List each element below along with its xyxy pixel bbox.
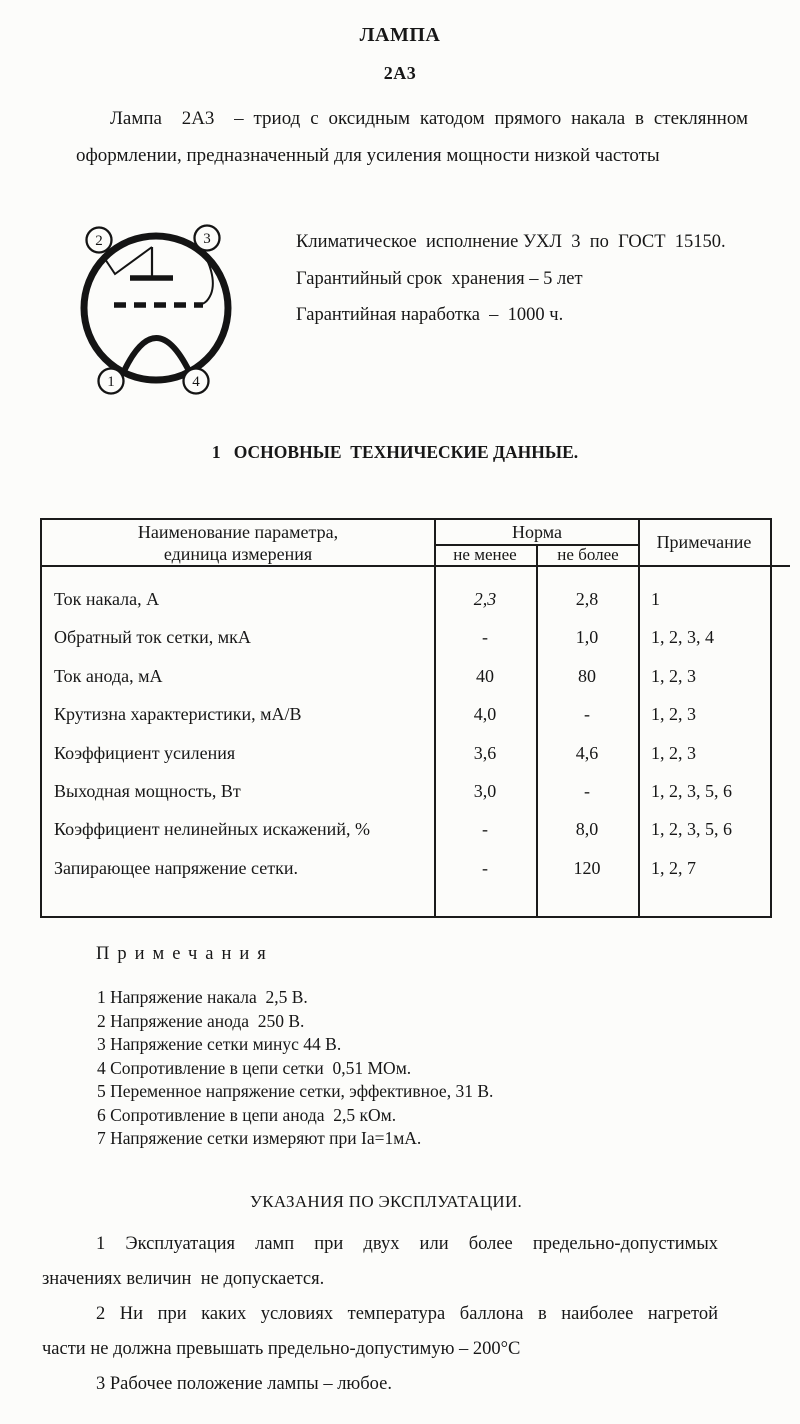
note-item: 3 Напряжение сетки минус 44 В. (97, 1034, 342, 1054)
note-item: 7 Напряжение сетки измеряют при Ia=1мА. (97, 1128, 422, 1148)
climate-warranty-block (296, 224, 786, 334)
cell-max: - (584, 780, 590, 801)
pin-label: 2 (95, 233, 103, 249)
column-header-min: не менее (453, 545, 517, 564)
table-row (42, 704, 770, 742)
spec-table-body (42, 567, 770, 916)
cell-min: 4,0 (473, 704, 497, 725)
cell-min: 2,3 (473, 589, 497, 609)
usage-line: 2 Ни при каких условиях температура баллона в наиболее нагретой (96, 1304, 718, 1324)
note-item: 4 Сопротивление в цепи сетки 0,51 МОм. (97, 1057, 412, 1078)
cell-note: 1, 2, 3 (651, 742, 696, 763)
table-row (42, 743, 770, 781)
pin-label: 4 (192, 374, 200, 390)
usage-line: 1 Эксплуатация ламп при двух или более предельно-допустимых (96, 1234, 718, 1254)
notes-list (97, 986, 737, 1151)
spec-table (40, 518, 772, 918)
tube-pinout-diagram (66, 220, 252, 406)
cell-note: 1 (651, 589, 660, 609)
cell-min: 40 (476, 665, 494, 686)
climate-line: Гарантийный срок хранения – 5 лет (296, 268, 583, 289)
cell-note: 1, 2, 7 (651, 857, 696, 878)
cell-parameter: Крутизна характеристики, мА/В (54, 704, 302, 725)
cell-max: 8,0 (575, 819, 599, 840)
usage-instructions (42, 1227, 718, 1402)
notes-heading: Примечания (96, 944, 274, 964)
scan-artifact-line (770, 565, 790, 567)
cell-max: 1,0 (575, 627, 599, 648)
cell-min: 3,6 (473, 742, 497, 763)
table-row (42, 627, 770, 665)
cell-parameter: Обратный ток сетки, мкА (54, 627, 251, 648)
cell-parameter: Ток анода, мА (54, 665, 163, 686)
table-row (42, 781, 770, 819)
usage-line: значениях величин не допускается. (42, 1269, 325, 1289)
cell-min: - (482, 857, 488, 878)
cell-parameter: Коэффициент нелинейных искажений, % (54, 819, 370, 840)
usage-heading: УКАЗАНИЯ ПО ЭКСПЛУАТАЦИИ. (249, 1192, 523, 1211)
usage-line: 3 Рабочее положение лампы – любое. (96, 1374, 392, 1394)
note-item: 1 Напряжение накала 2,5 В. (97, 987, 308, 1007)
table-row (42, 819, 770, 857)
table-row (42, 858, 770, 896)
note-item: 6 Сопротивление в цепи анода 2,5 кОм. (97, 1104, 397, 1125)
pin-label: 1 (107, 374, 115, 390)
climate-line: Гарантийная наработка – 1000 ч. (296, 305, 564, 325)
cell-note: 1, 2, 3, 4 (651, 627, 714, 648)
column-header-parameter: Наименование параметра, единица измерения (137, 522, 339, 564)
cell-parameter: Коэффициент усиления (54, 742, 236, 763)
column-header-note: Примечание (656, 532, 752, 552)
usage-line: части не должна превышать предельно-допустимую – 200°С (42, 1339, 521, 1359)
cell-max: 4,6 (575, 742, 599, 763)
table-row (42, 589, 770, 627)
cell-parameter: Ток накала, А (54, 589, 160, 609)
table-row (42, 666, 770, 704)
tube-type-subtitle: 2А3 (383, 63, 417, 83)
cell-parameter: Запирающее напряжение сетки. (54, 857, 298, 878)
intro-line: оформлении, предназначенный для усиления мощности низкой частоты (76, 145, 660, 166)
cell-max: 2,8 (575, 589, 599, 609)
intro-paragraph (76, 100, 748, 174)
cell-note: 1, 2, 3, 5, 6 (651, 780, 732, 801)
section-heading-technical-data: 1 ОСНОВНЫЕ ТЕХНИЧЕСКИЕ ДАННЫЕ. (211, 442, 579, 462)
column-header-norma: Норма (512, 522, 562, 542)
cell-min: 3,0 (473, 780, 497, 801)
cell-note: 1, 2, 3, 5, 6 (651, 819, 732, 840)
pin-label: 3 (203, 231, 211, 247)
note-item: 2 Напряжение анода 250 В. (97, 1010, 305, 1031)
cell-max: 80 (578, 665, 596, 686)
page-title: ЛАМПА (359, 24, 441, 46)
cell-min: - (482, 819, 488, 840)
cell-max: 120 (573, 857, 601, 878)
cell-max: - (584, 704, 590, 725)
filament-arc (124, 338, 189, 371)
cell-min: - (482, 627, 488, 648)
cell-note: 1, 2, 3 (651, 704, 696, 725)
cell-note: 1, 2, 3 (651, 665, 696, 686)
climate-line: Климатическое исполнение УХЛ 3 по ГОСТ 15150. (296, 232, 726, 252)
cell-parameter: Выходная мощность, Вт (54, 780, 241, 801)
column-header-max: не более (557, 545, 619, 564)
intro-line: Лампа 2А3 – триод с оксидным катодом прямого накала в стеклянном (110, 108, 748, 129)
note-item: 5 Переменное напряжение сетки, эффективное, 31 В. (97, 1081, 494, 1101)
